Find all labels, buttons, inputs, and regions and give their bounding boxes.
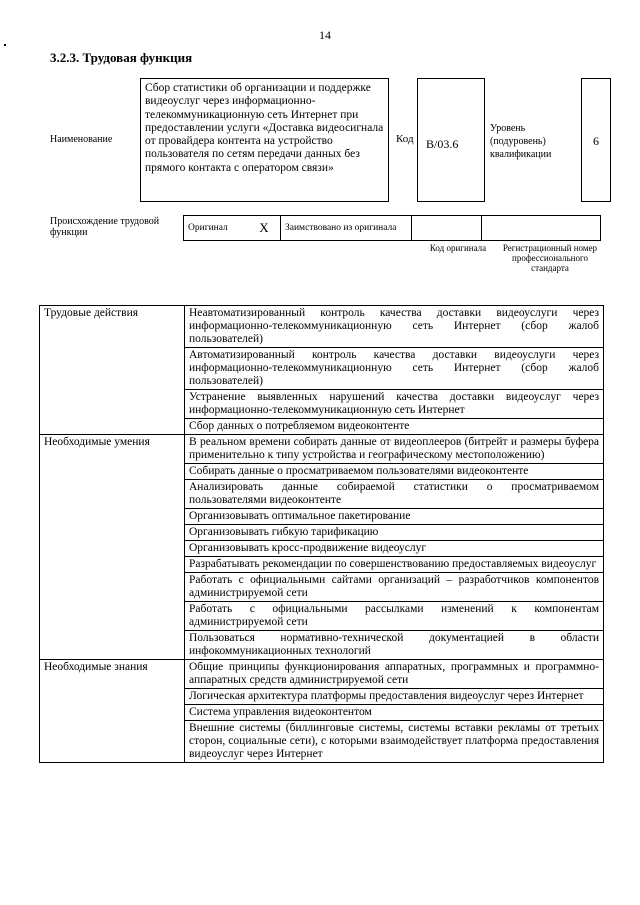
table-cell: Внешние системы (биллинговые системы, системы вставки рекламы от третьих сторон, социальные сети), с которыми взаимодействует платформа предоставления видеоуслуг через Интернет — [185, 721, 604, 763]
table-cell: Автоматизированный контроль качества доставки видеоуслуги через информационно-телекоммуникационную сеть Интернет (сбор жалоб пользователей) — [185, 348, 604, 390]
table-row — [40, 660, 604, 689]
section-heading: Необходимые умения — [40, 435, 185, 660]
section-title: 3.2.3. Трудовая функция — [50, 50, 193, 65]
table-cell: Организовывать кросс-продвижение видеоуслуг — [185, 541, 604, 557]
table-cell: Работать с официальными рассылками изменений к компонентам администрируемой сети — [185, 602, 604, 631]
origin-label: Происхождение трудовой функции — [50, 216, 160, 238]
code-original-caption: Код оригинала — [429, 243, 487, 253]
code-value-box: B/03.6 — [417, 78, 485, 202]
table-cell: Неавтоматизированный контроль качества доставки видеоуслуги через информационно-телекоммуникационную сеть Интернет (сбор жалоб пользователей) — [185, 306, 604, 348]
name-label: Наименование — [50, 134, 113, 145]
table-cell: Система управления видеоконтентом — [185, 705, 604, 721]
section-heading: Трудовые действия — [40, 306, 185, 435]
code-original-cell — [412, 216, 482, 241]
original-mark: X — [248, 216, 281, 241]
code-label: Код — [396, 133, 414, 145]
table-cell: Работать с официальными сайтами организаций – разработчиков компонентов администрируемой сети — [185, 573, 604, 602]
section-heading: Необходимые знания — [40, 660, 185, 763]
original-label: Оригинал — [184, 216, 249, 241]
scan-mark — [4, 44, 6, 46]
reg-number-cell — [482, 216, 601, 241]
table-cell: Логическая архитектура платформы предоставления видеоуслуг через Интернет — [185, 689, 604, 705]
function-table — [39, 305, 604, 763]
table-cell: Пользоваться нормативно-технической документацией в области инфокоммуникационных технологий — [185, 631, 604, 660]
table-cell: Общие принципы функционирования аппаратных, программных и программно-аппаратных средств администрируемой сети — [185, 660, 604, 689]
table-cell: Анализировать данные собираемой статистики о просматриваемом пользователями видеоконтенте — [185, 480, 604, 509]
level-label: Уровень (подуровень) квалификации — [490, 123, 552, 160]
name-value-box: Сбор статистики об организации и поддержке видеоуслуг через информационно-телекоммуникационную сеть Интернет при предоставлении услуги «Доставка видеосигнала от провайдера контента на устройство пользователя по сетям передачи данных без прямого контакта с оператором связи» — [140, 78, 389, 202]
page-number: 14 — [319, 28, 331, 42]
table-row — [40, 435, 604, 464]
table-cell: Собирать данные о просматриваемом пользователями видеоконтенте — [185, 464, 604, 480]
reg-number-caption: Регистрационный номер профессионального стандарта — [502, 243, 598, 273]
table-cell: Организовывать оптимальное пакетирование — [185, 509, 604, 525]
table-cell: Устранение выявленных нарушений качества доставки видеоуслуг через информационно-телекоммуникационную сеть Интернет — [185, 390, 604, 419]
table-cell: Организовывать гибкую тарификацию — [185, 525, 604, 541]
borrowed-label: Заимствовано из оригинала — [281, 216, 412, 241]
level-value-box: 6 — [581, 78, 611, 202]
table-row — [40, 306, 604, 348]
table-cell: Сбор данных о потребляемом видеоконтенте — [185, 419, 604, 435]
table-cell: Разрабатывать рекомендации по совершенствованию предоставляемых видеоуслуг — [185, 557, 604, 573]
origin-table — [183, 215, 601, 241]
table-cell: В реальном времени собирать данные от видеоплееров (битрейт и размеры буфера применительно к типу устройства и географическому местоположению) — [185, 435, 604, 464]
